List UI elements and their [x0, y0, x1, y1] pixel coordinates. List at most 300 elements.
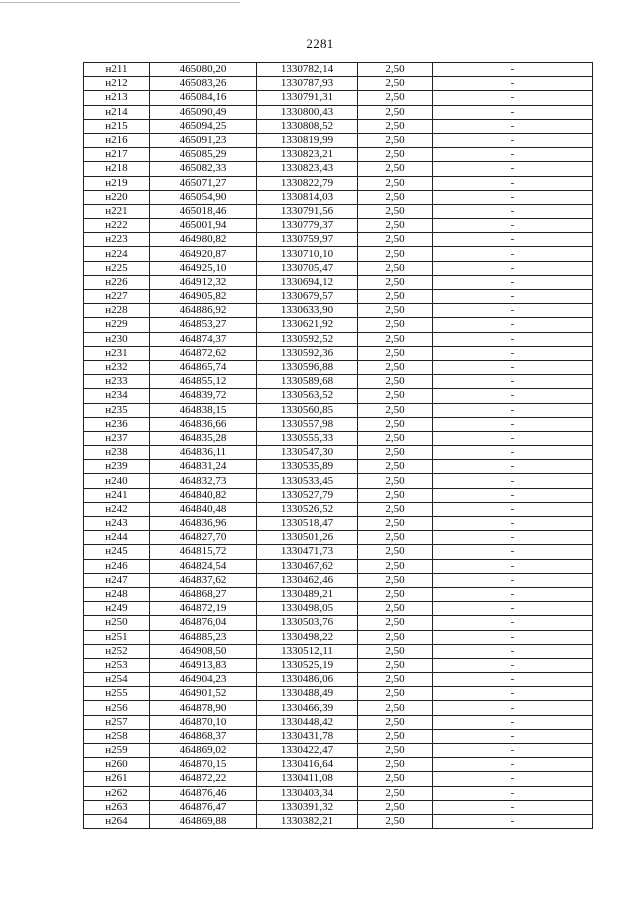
- x-coordinate-cell: 464872,62: [150, 346, 257, 360]
- point-id-cell: н213: [84, 91, 150, 105]
- point-id-cell: н227: [84, 290, 150, 304]
- description-cell: -: [433, 687, 593, 701]
- y-coordinate-cell: 1330592,52: [257, 332, 358, 346]
- y-coordinate-cell: 1330489,21: [257, 587, 358, 601]
- description-cell: -: [433, 119, 593, 133]
- description-cell: -: [433, 290, 593, 304]
- point-id-cell: н256: [84, 701, 150, 715]
- x-coordinate-cell: 464836,11: [150, 446, 257, 460]
- table-row: [84, 119, 593, 133]
- accuracy-cell: 2,50: [358, 119, 433, 133]
- y-coordinate-cell: 1330823,43: [257, 162, 358, 176]
- description-cell: -: [433, 446, 593, 460]
- y-coordinate-cell: 1330466,39: [257, 701, 358, 715]
- x-coordinate-cell: 464869,88: [150, 814, 257, 828]
- y-coordinate-cell: 1330808,52: [257, 119, 358, 133]
- table-row: [84, 304, 593, 318]
- accuracy-cell: 2,50: [358, 204, 433, 218]
- point-id-cell: н221: [84, 204, 150, 218]
- point-id-cell: н242: [84, 502, 150, 516]
- description-cell: -: [433, 715, 593, 729]
- accuracy-cell: 2,50: [358, 616, 433, 630]
- y-coordinate-cell: 1330589,68: [257, 375, 358, 389]
- point-id-cell: н218: [84, 162, 150, 176]
- x-coordinate-cell: 465071,27: [150, 176, 257, 190]
- point-id-cell: н250: [84, 616, 150, 630]
- description-cell: -: [433, 91, 593, 105]
- accuracy-cell: 2,50: [358, 162, 433, 176]
- accuracy-cell: 2,50: [358, 488, 433, 502]
- point-id-cell: н235: [84, 403, 150, 417]
- table-row: [84, 219, 593, 233]
- description-cell: -: [433, 616, 593, 630]
- y-coordinate-cell: 1330710,10: [257, 247, 358, 261]
- table-row: [84, 814, 593, 828]
- description-cell: -: [433, 219, 593, 233]
- coordinates-table: [83, 62, 593, 829]
- point-id-cell: н230: [84, 332, 150, 346]
- y-coordinate-cell: 1330411,08: [257, 772, 358, 786]
- y-coordinate-cell: 1330526,52: [257, 502, 358, 516]
- table-row: [84, 148, 593, 162]
- x-coordinate-cell: 465082,33: [150, 162, 257, 176]
- table-row: [84, 389, 593, 403]
- x-coordinate-cell: 464878,90: [150, 701, 257, 715]
- description-cell: -: [433, 360, 593, 374]
- description-cell: -: [433, 545, 593, 559]
- x-coordinate-cell: 464835,28: [150, 431, 257, 445]
- y-coordinate-cell: 1330555,33: [257, 431, 358, 445]
- x-coordinate-cell: 464839,72: [150, 389, 257, 403]
- point-id-cell: н244: [84, 531, 150, 545]
- point-id-cell: н234: [84, 389, 150, 403]
- x-coordinate-cell: 465090,49: [150, 105, 257, 119]
- x-coordinate-cell: 464872,19: [150, 602, 257, 616]
- description-cell: -: [433, 389, 593, 403]
- point-id-cell: н239: [84, 460, 150, 474]
- y-coordinate-cell: 1330782,14: [257, 63, 358, 77]
- point-id-cell: н255: [84, 687, 150, 701]
- y-coordinate-cell: 1330467,62: [257, 559, 358, 573]
- table-row: [84, 431, 593, 445]
- description-cell: -: [433, 77, 593, 91]
- y-coordinate-cell: 1330822,79: [257, 176, 358, 190]
- accuracy-cell: 2,50: [358, 531, 433, 545]
- point-id-cell: н220: [84, 190, 150, 204]
- point-id-cell: н233: [84, 375, 150, 389]
- y-coordinate-cell: 1330431,78: [257, 729, 358, 743]
- description-cell: -: [433, 502, 593, 516]
- table-row: [84, 346, 593, 360]
- x-coordinate-cell: 464868,27: [150, 587, 257, 601]
- table-row: [84, 744, 593, 758]
- x-coordinate-cell: 464836,66: [150, 417, 257, 431]
- point-id-cell: н261: [84, 772, 150, 786]
- y-coordinate-cell: 1330462,46: [257, 573, 358, 587]
- description-cell: -: [433, 786, 593, 800]
- accuracy-cell: 2,50: [358, 233, 433, 247]
- accuracy-cell: 2,50: [358, 318, 433, 332]
- accuracy-cell: 2,50: [358, 644, 433, 658]
- accuracy-cell: 2,50: [358, 360, 433, 374]
- accuracy-cell: 2,50: [358, 375, 433, 389]
- accuracy-cell: 2,50: [358, 63, 433, 77]
- accuracy-cell: 2,50: [358, 290, 433, 304]
- y-coordinate-cell: 1330527,79: [257, 488, 358, 502]
- point-id-cell: н243: [84, 517, 150, 531]
- table-row: [84, 275, 593, 289]
- table-row: [84, 204, 593, 218]
- point-id-cell: н238: [84, 446, 150, 460]
- point-id-cell: н232: [84, 360, 150, 374]
- y-coordinate-cell: 1330518,47: [257, 517, 358, 531]
- x-coordinate-cell: 464824,54: [150, 559, 257, 573]
- table-row: [84, 559, 593, 573]
- x-coordinate-cell: 464908,50: [150, 644, 257, 658]
- x-coordinate-cell: 465091,23: [150, 133, 257, 147]
- accuracy-cell: 2,50: [358, 517, 433, 531]
- point-id-cell: н240: [84, 474, 150, 488]
- accuracy-cell: 2,50: [358, 431, 433, 445]
- accuracy-cell: 2,50: [358, 502, 433, 516]
- table-row: [84, 616, 593, 630]
- accuracy-cell: 2,50: [358, 389, 433, 403]
- y-coordinate-cell: 1330791,31: [257, 91, 358, 105]
- point-id-cell: н219: [84, 176, 150, 190]
- x-coordinate-cell: 464832,73: [150, 474, 257, 488]
- table-row: [84, 247, 593, 261]
- y-coordinate-cell: 1330525,19: [257, 658, 358, 672]
- table-row: [84, 176, 593, 190]
- x-coordinate-cell: 464840,48: [150, 502, 257, 516]
- table-row: [84, 403, 593, 417]
- point-id-cell: н217: [84, 148, 150, 162]
- table-row: [84, 502, 593, 516]
- accuracy-cell: 2,50: [358, 772, 433, 786]
- description-cell: -: [433, 701, 593, 715]
- point-id-cell: н225: [84, 261, 150, 275]
- table-row: [84, 800, 593, 814]
- table-row: [84, 673, 593, 687]
- y-coordinate-cell: 1330633,90: [257, 304, 358, 318]
- x-coordinate-cell: 465084,16: [150, 91, 257, 105]
- x-coordinate-cell: 465083,26: [150, 77, 257, 91]
- x-coordinate-cell: 464980,82: [150, 233, 257, 247]
- table-row: [84, 644, 593, 658]
- accuracy-cell: 2,50: [358, 91, 433, 105]
- y-coordinate-cell: 1330814,03: [257, 190, 358, 204]
- point-id-cell: н245: [84, 545, 150, 559]
- description-cell: -: [433, 204, 593, 218]
- table-row: [84, 587, 593, 601]
- accuracy-cell: 2,50: [358, 417, 433, 431]
- x-coordinate-cell: 464853,27: [150, 318, 257, 332]
- description-cell: -: [433, 729, 593, 743]
- accuracy-cell: 2,50: [358, 474, 433, 488]
- table-row: [84, 446, 593, 460]
- accuracy-cell: 2,50: [358, 758, 433, 772]
- point-id-cell: н246: [84, 559, 150, 573]
- page-number: 2281: [306, 36, 334, 51]
- accuracy-cell: 2,50: [358, 105, 433, 119]
- table-row: [84, 658, 593, 672]
- x-coordinate-cell: 464886,92: [150, 304, 257, 318]
- description-cell: -: [433, 573, 593, 587]
- accuracy-cell: 2,50: [358, 715, 433, 729]
- table-row: [84, 573, 593, 587]
- table-row: [84, 786, 593, 800]
- point-id-cell: н216: [84, 133, 150, 147]
- point-id-cell: н259: [84, 744, 150, 758]
- x-coordinate-cell: 464837,62: [150, 573, 257, 587]
- x-coordinate-cell: 464885,23: [150, 630, 257, 644]
- x-coordinate-cell: 464815,72: [150, 545, 257, 559]
- description-cell: -: [433, 233, 593, 247]
- description-cell: -: [433, 261, 593, 275]
- x-coordinate-cell: 464869,02: [150, 744, 257, 758]
- y-coordinate-cell: 1330471,73: [257, 545, 358, 559]
- y-coordinate-cell: 1330503,76: [257, 616, 358, 630]
- x-coordinate-cell: 464870,10: [150, 715, 257, 729]
- table-row: [84, 162, 593, 176]
- point-id-cell: н249: [84, 602, 150, 616]
- point-id-cell: н253: [84, 658, 150, 672]
- scan-edge-line: [0, 2, 240, 3]
- table-row: [84, 517, 593, 531]
- description-cell: -: [433, 673, 593, 687]
- point-id-cell: н258: [84, 729, 150, 743]
- accuracy-cell: 2,50: [358, 247, 433, 261]
- table-row: [84, 233, 593, 247]
- x-coordinate-cell: 464876,46: [150, 786, 257, 800]
- description-cell: -: [433, 275, 593, 289]
- accuracy-cell: 2,50: [358, 786, 433, 800]
- y-coordinate-cell: 1330819,99: [257, 133, 358, 147]
- table-row: [84, 105, 593, 119]
- description-cell: -: [433, 758, 593, 772]
- accuracy-cell: 2,50: [358, 133, 433, 147]
- y-coordinate-cell: 1330403,34: [257, 786, 358, 800]
- description-cell: -: [433, 105, 593, 119]
- y-coordinate-cell: 1330759,97: [257, 233, 358, 247]
- accuracy-cell: 2,50: [358, 332, 433, 346]
- point-id-cell: н214: [84, 105, 150, 119]
- coordinates-table-body: [84, 63, 593, 829]
- description-cell: -: [433, 318, 593, 332]
- description-cell: -: [433, 814, 593, 828]
- description-cell: -: [433, 190, 593, 204]
- point-id-cell: н248: [84, 587, 150, 601]
- accuracy-cell: 2,50: [358, 304, 433, 318]
- y-coordinate-cell: 1330592,36: [257, 346, 358, 360]
- table-row: [84, 417, 593, 431]
- y-coordinate-cell: 1330596,88: [257, 360, 358, 374]
- description-cell: -: [433, 417, 593, 431]
- table-row: [84, 91, 593, 105]
- description-cell: -: [433, 332, 593, 346]
- point-id-cell: н257: [84, 715, 150, 729]
- description-cell: -: [433, 488, 593, 502]
- description-cell: -: [433, 431, 593, 445]
- point-id-cell: н236: [84, 417, 150, 431]
- point-id-cell: н251: [84, 630, 150, 644]
- y-coordinate-cell: 1330705,47: [257, 261, 358, 275]
- table-row: [84, 375, 593, 389]
- point-id-cell: н231: [84, 346, 150, 360]
- description-cell: -: [433, 772, 593, 786]
- table-row: [84, 758, 593, 772]
- table-row: [84, 772, 593, 786]
- description-cell: -: [433, 162, 593, 176]
- x-coordinate-cell: 464904,23: [150, 673, 257, 687]
- x-coordinate-cell: 464920,87: [150, 247, 257, 261]
- point-id-cell: н223: [84, 233, 150, 247]
- x-coordinate-cell: 464905,82: [150, 290, 257, 304]
- description-cell: -: [433, 460, 593, 474]
- x-coordinate-cell: 464865,74: [150, 360, 257, 374]
- y-coordinate-cell: 1330547,30: [257, 446, 358, 460]
- y-coordinate-cell: 1330416,64: [257, 758, 358, 772]
- point-id-cell: н224: [84, 247, 150, 261]
- x-coordinate-cell: 464836,96: [150, 517, 257, 531]
- point-id-cell: н215: [84, 119, 150, 133]
- x-coordinate-cell: 465094,25: [150, 119, 257, 133]
- y-coordinate-cell: 1330621,92: [257, 318, 358, 332]
- accuracy-cell: 2,50: [358, 261, 433, 275]
- accuracy-cell: 2,50: [358, 190, 433, 204]
- description-cell: -: [433, 474, 593, 488]
- point-id-cell: н247: [84, 573, 150, 587]
- y-coordinate-cell: 1330422,47: [257, 744, 358, 758]
- table-row: [84, 602, 593, 616]
- table-row: [84, 77, 593, 91]
- table-row: [84, 531, 593, 545]
- point-id-cell: н260: [84, 758, 150, 772]
- y-coordinate-cell: 1330557,98: [257, 417, 358, 431]
- point-id-cell: н228: [84, 304, 150, 318]
- table-row: [84, 474, 593, 488]
- y-coordinate-cell: 1330800,43: [257, 105, 358, 119]
- accuracy-cell: 2,50: [358, 630, 433, 644]
- description-cell: -: [433, 744, 593, 758]
- x-coordinate-cell: 464925,10: [150, 261, 257, 275]
- point-id-cell: н226: [84, 275, 150, 289]
- accuracy-cell: 2,50: [358, 573, 433, 587]
- y-coordinate-cell: 1330486,06: [257, 673, 358, 687]
- point-id-cell: н252: [84, 644, 150, 658]
- description-cell: -: [433, 346, 593, 360]
- table-row: [84, 190, 593, 204]
- description-cell: -: [433, 176, 593, 190]
- y-coordinate-cell: 1330501,26: [257, 531, 358, 545]
- accuracy-cell: 2,50: [358, 587, 433, 601]
- table-row: [84, 318, 593, 332]
- table-row: [84, 701, 593, 715]
- x-coordinate-cell: 464868,37: [150, 729, 257, 743]
- x-coordinate-cell: 464912,32: [150, 275, 257, 289]
- point-id-cell: н212: [84, 77, 150, 91]
- x-coordinate-cell: 464872,22: [150, 772, 257, 786]
- x-coordinate-cell: 464840,82: [150, 488, 257, 502]
- description-cell: -: [433, 644, 593, 658]
- point-id-cell: н263: [84, 800, 150, 814]
- description-cell: -: [433, 587, 593, 601]
- x-coordinate-cell: 464876,47: [150, 800, 257, 814]
- accuracy-cell: 2,50: [358, 602, 433, 616]
- table-row: [84, 545, 593, 559]
- table-row: [84, 630, 593, 644]
- table-row: [84, 715, 593, 729]
- x-coordinate-cell: 465054,90: [150, 190, 257, 204]
- table-row: [84, 332, 593, 346]
- x-coordinate-cell: 464901,52: [150, 687, 257, 701]
- table-row: [84, 261, 593, 275]
- table-row: [84, 460, 593, 474]
- accuracy-cell: 2,50: [358, 744, 433, 758]
- description-cell: -: [433, 247, 593, 261]
- description-cell: -: [433, 63, 593, 77]
- description-cell: -: [433, 148, 593, 162]
- accuracy-cell: 2,50: [358, 673, 433, 687]
- y-coordinate-cell: 1330787,93: [257, 77, 358, 91]
- accuracy-cell: 2,50: [358, 176, 433, 190]
- x-coordinate-cell: 465080,20: [150, 63, 257, 77]
- point-id-cell: н254: [84, 673, 150, 687]
- x-coordinate-cell: 464855,12: [150, 375, 257, 389]
- accuracy-cell: 2,50: [358, 701, 433, 715]
- point-id-cell: н211: [84, 63, 150, 77]
- point-id-cell: н222: [84, 219, 150, 233]
- point-id-cell: н229: [84, 318, 150, 332]
- description-cell: -: [433, 304, 593, 318]
- accuracy-cell: 2,50: [358, 545, 433, 559]
- point-id-cell: н237: [84, 431, 150, 445]
- description-cell: -: [433, 630, 593, 644]
- accuracy-cell: 2,50: [358, 77, 433, 91]
- table-row: [84, 488, 593, 502]
- accuracy-cell: 2,50: [358, 658, 433, 672]
- x-coordinate-cell: 464913,83: [150, 658, 257, 672]
- table-row: [84, 290, 593, 304]
- description-cell: -: [433, 531, 593, 545]
- y-coordinate-cell: 1330533,45: [257, 474, 358, 488]
- x-coordinate-cell: 464876,04: [150, 616, 257, 630]
- table-row: [84, 687, 593, 701]
- description-cell: -: [433, 800, 593, 814]
- x-coordinate-cell: 464870,15: [150, 758, 257, 772]
- accuracy-cell: 2,50: [358, 403, 433, 417]
- y-coordinate-cell: 1330382,21: [257, 814, 358, 828]
- y-coordinate-cell: 1330823,21: [257, 148, 358, 162]
- x-coordinate-cell: 464874,37: [150, 332, 257, 346]
- accuracy-cell: 2,50: [358, 346, 433, 360]
- x-coordinate-cell: 464838,15: [150, 403, 257, 417]
- description-cell: -: [433, 403, 593, 417]
- x-coordinate-cell: 465085,29: [150, 148, 257, 162]
- y-coordinate-cell: 1330560,85: [257, 403, 358, 417]
- y-coordinate-cell: 1330694,12: [257, 275, 358, 289]
- accuracy-cell: 2,50: [358, 687, 433, 701]
- y-coordinate-cell: 1330391,32: [257, 800, 358, 814]
- point-id-cell: н264: [84, 814, 150, 828]
- description-cell: -: [433, 375, 593, 389]
- accuracy-cell: 2,50: [358, 460, 433, 474]
- accuracy-cell: 2,50: [358, 559, 433, 573]
- y-coordinate-cell: 1330498,05: [257, 602, 358, 616]
- x-coordinate-cell: 464831,24: [150, 460, 257, 474]
- y-coordinate-cell: 1330498,22: [257, 630, 358, 644]
- table-row: [84, 63, 593, 77]
